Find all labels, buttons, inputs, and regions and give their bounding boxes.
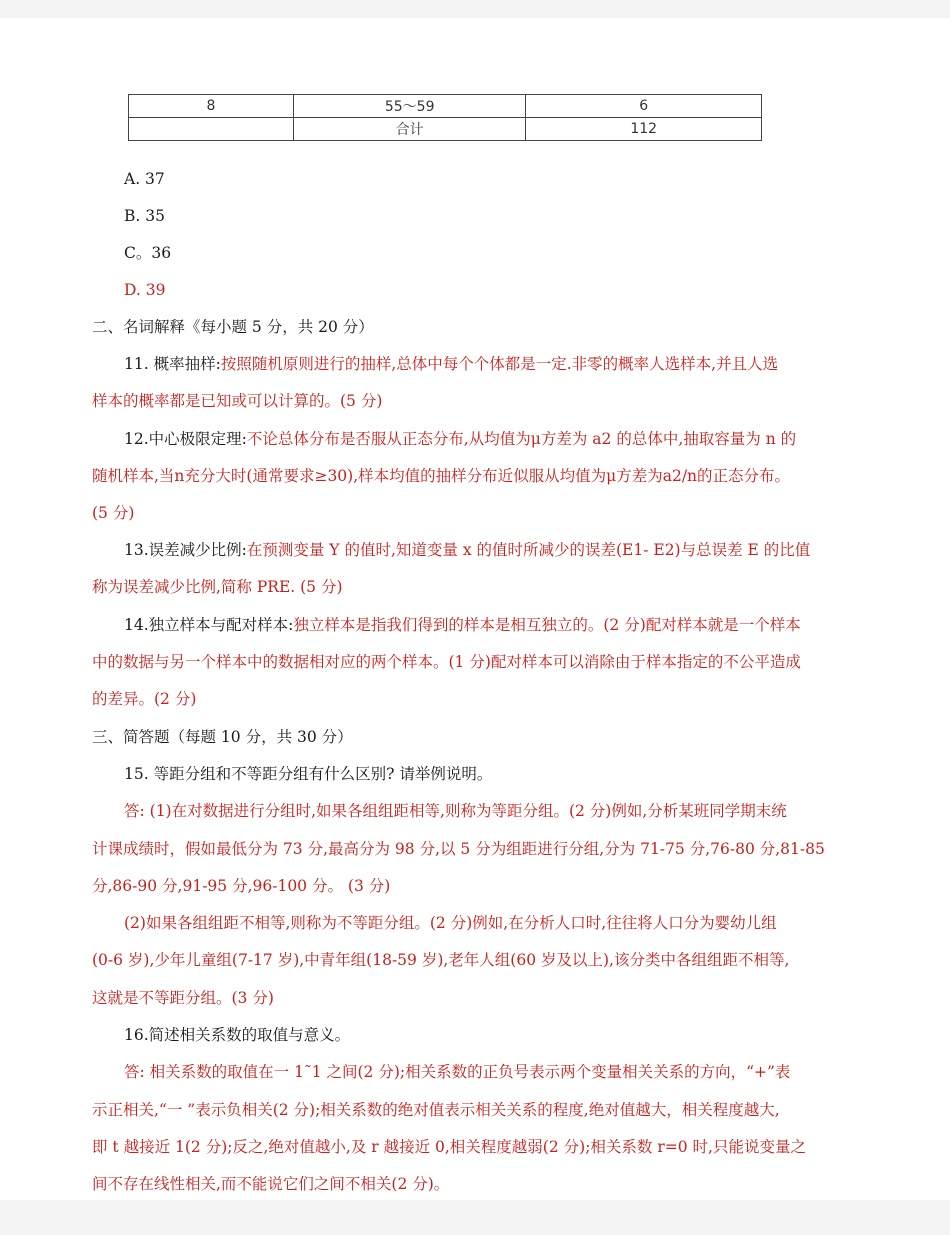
q12-line-3: (5 分): [92, 504, 135, 522]
q15-question: 15. 等距分组和不等距分组有什么区别? 请举例说明。: [124, 765, 493, 783]
q16-question: 16.简述相关系数的取值与意义。: [124, 1026, 351, 1044]
q13-label: 13.误差减少比例:: [124, 541, 247, 559]
q11-answer: 按照随机原则进行的抽样,总体中每个个体都是一定.非零的概率人选样本,并且人选: [220, 355, 779, 373]
q11-line-1: [124, 354, 950, 374]
q16-answer-line-2: 示正相关,“一 ”表示负相关(2 分);相关系数的绝对值表示相关关系的程度,绝对值越大，相关程度越大,: [92, 1101, 780, 1119]
page-bottom-margin: [0, 1200, 950, 1235]
q16-answer-line-1: 答: 相关系数的取值在一 1˜1 之间(2 分);相关系数的正负号表示两个变量相关关系的方向，“+”表: [124, 1063, 791, 1081]
table-cell: 6: [526, 95, 762, 118]
q11-line-2: 样本的概率都是已知或可以计算的。(5 分): [92, 392, 383, 410]
q12-label: 12.中心极限定理:: [124, 430, 247, 448]
q12-line-2: 随机样本,当n充分大时(通常要求≥30),样本均值的抽样分布近似服从均值为μ方差为a2/n的正态分布。: [92, 467, 791, 485]
q15-answer-line-4: (2)如果各组组距不相等,则称为不等距分组。(2 分)例如,在分析人口时,往往将人口分为婴幼儿组: [124, 914, 777, 932]
q15-answer-line-1: 答: (1)在对数据进行分组时,如果各组组距相等,则称为等距分组。(2 分)例如,分析某班同学期末统: [124, 802, 787, 820]
option-c: C。36: [124, 244, 172, 262]
q11-label: 11. 概率抽样:: [124, 355, 221, 373]
table-cell: [129, 118, 294, 141]
option-a: A. 37: [124, 170, 165, 188]
q15-answer-line-5: (0-6 岁),少年儿童组(7-17 岁),中青年组(18-59 岁),老年人组(60 岁及以上),该分类中各组组距不相等,: [92, 951, 790, 969]
q15-answer-line-3: 分,86-90 分,91-95 分,96-100 分。 (3 分): [92, 877, 391, 895]
table-cell: 112: [526, 118, 762, 141]
q16-answer-line-4: 间不存在线性相关,而不能说它们之间不相关(2 分)。: [92, 1175, 450, 1193]
q14-line-1: [124, 615, 950, 635]
frequency-table: [128, 94, 762, 141]
q16-answer-line-3: 即 t 越接近 1(2 分);反之,绝对值越小,及 r 越接近 0,相关程度越弱(2 分);相关系数 r=0 时,只能说变量之: [92, 1138, 806, 1156]
option-b: B. 35: [124, 207, 165, 225]
q13-line-1: [124, 540, 950, 560]
q13-line-2: 称为误差减少比例,简称 PRE. (5 分): [92, 578, 343, 596]
table-cell: 8: [129, 95, 294, 118]
document-page: [0, 18, 950, 1218]
q14-line-3: 的差异。(2 分): [92, 690, 197, 708]
table-cell: 合计: [293, 118, 526, 141]
q14-answer: 独立样本是指我们得到的样本是相互独立的。(2 分)配对样本就是一个样本: [293, 616, 801, 634]
q13-answer: 在预测变量 Y 的值时,知道变量 x 的值时所减少的误差(E1- E2)与总误差 E 的比值: [246, 541, 811, 559]
q14-label: 14.独立样本与配对样本:: [124, 616, 294, 634]
q12-answer: 不论总体分布是否服从正态分布,从均值为μ方差为 a2 的总体中,抽取容量为 n 的: [246, 430, 797, 448]
q12-line-1: [124, 429, 950, 449]
q14-line-2: 中的数据与另一个样本中的数据相对应的两个样本。(1 分)配对样本可以消除由于样本指定的不公平造成: [92, 653, 801, 671]
table-cell: 55～59: [293, 95, 526, 118]
option-d-answer: D. 39: [124, 281, 166, 299]
q15-answer-line-6: 这就是不等距分组。(3 分): [92, 989, 274, 1007]
table-row: [129, 95, 762, 118]
q15-answer-line-2: 计课成绩时，假如最低分为 73 分,最高分为 98 分,以 5 分为组距进行分组,分为 71-75 分,76-80 分,81-85: [92, 840, 825, 858]
table-row: [129, 118, 762, 141]
section-2-heading: 二、名词解释《每小题 5 分，共 20 分）: [92, 318, 374, 336]
section-3-heading: 三、简答题（每题 10 分，共 30 分）: [92, 728, 353, 746]
